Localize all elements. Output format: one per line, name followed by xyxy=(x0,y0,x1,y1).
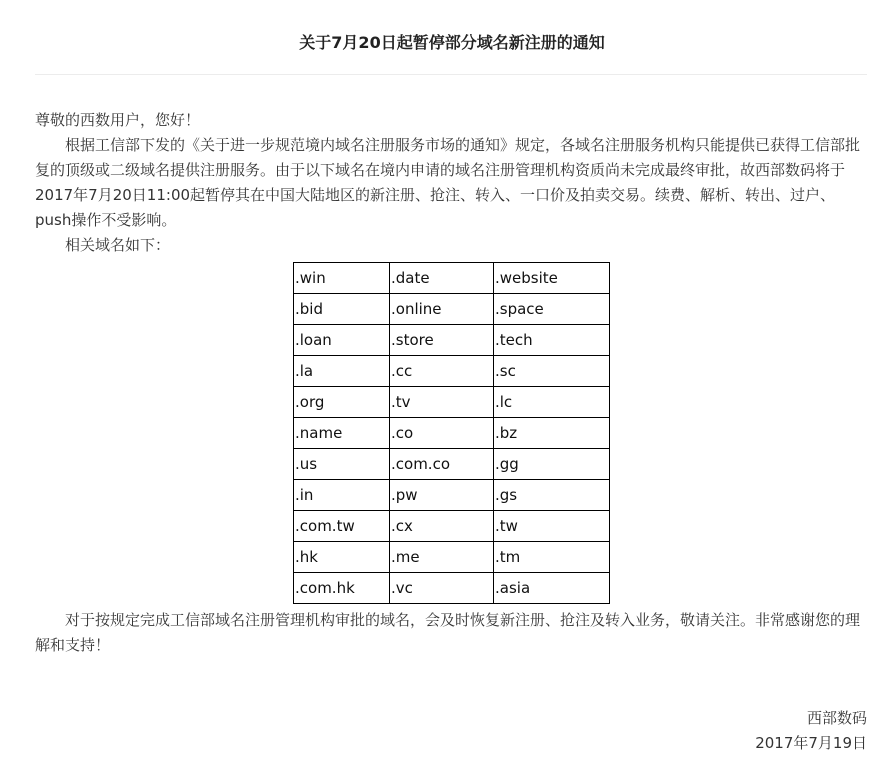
domain-cell: .loan xyxy=(294,325,390,356)
domain-cell: .name xyxy=(294,418,390,449)
table-row xyxy=(294,542,610,573)
table-row xyxy=(294,387,610,418)
domain-cell: .lc xyxy=(494,387,610,418)
domain-cell: .vc xyxy=(390,573,494,604)
domain-cell: .com.tw xyxy=(294,511,390,542)
domain-cell: .tm xyxy=(494,542,610,573)
notice-paragraph-1: 根据工信部下发的《关于进一步规范境内域名注册服务市场的通知》规定，各域名注册服务机构只能提供已获得工信部批复的顶级或二级域名提供注册服务。由于以下域名在境内申请的域名注册管理机构资质尚未完成最终审批，故西部数码将于2017年7月20日11:00起暂停其在中国大陆地区的新注册、抢注、转入、一口价及拍卖交易。续费、解析、转出、过户、push操作不受影响。 xyxy=(35,136,861,229)
domain-cell: .cc xyxy=(390,356,494,387)
table-row xyxy=(294,356,610,387)
domain-cell: .tv xyxy=(390,387,494,418)
table-row xyxy=(294,449,610,480)
title-divider xyxy=(35,74,867,75)
domain-cell: .store xyxy=(390,325,494,356)
domain-cell: .com.hk xyxy=(294,573,390,604)
domain-cell: .pw xyxy=(390,480,494,511)
domain-cell: .tech xyxy=(494,325,610,356)
domain-cell: .tw xyxy=(494,511,610,542)
domain-cell: .gg xyxy=(494,449,610,480)
domain-cell: .date xyxy=(390,263,494,294)
table-row xyxy=(294,294,610,325)
domain-cell: .win xyxy=(294,263,390,294)
domain-cell: .in xyxy=(294,480,390,511)
domain-cell: .space xyxy=(494,294,610,325)
greeting: 尊敬的西数用户，您好！ xyxy=(35,111,201,129)
domain-cell: .cx xyxy=(390,511,494,542)
domain-cell: .website xyxy=(494,263,610,294)
table-row xyxy=(294,511,610,542)
domain-cell: .me xyxy=(390,542,494,573)
table-row xyxy=(294,325,610,356)
domains-intro: 相关域名如下： xyxy=(65,236,171,254)
domain-table xyxy=(293,262,610,604)
domain-cell: .hk xyxy=(294,542,390,573)
domain-cell: .gs xyxy=(494,480,610,511)
domain-cell: .org xyxy=(294,387,390,418)
domain-cell: .asia xyxy=(494,573,610,604)
signature-block xyxy=(755,706,867,756)
table-row xyxy=(294,573,610,604)
domain-cell: .bz xyxy=(494,418,610,449)
domain-cell: .sc xyxy=(494,356,610,387)
domain-table-body xyxy=(294,263,610,604)
table-row xyxy=(294,263,610,294)
domain-cell: .online xyxy=(390,294,494,325)
domain-cell: .co xyxy=(390,418,494,449)
signature-company: 西部数码 xyxy=(806,709,867,727)
domain-cell: .la xyxy=(294,356,390,387)
notice-body xyxy=(35,108,869,658)
notice-title: 关于7月20日起暂停部分域名新注册的通知 xyxy=(299,33,605,52)
table-row xyxy=(294,480,610,511)
notice-paragraph-2: 对于按规定完成工信部域名注册管理机构审批的域名，会及时恢复新注册、抢注及转入业务，敬请关注。非常感谢您的理解和支持！ xyxy=(35,611,861,654)
domain-cell: .us xyxy=(294,449,390,480)
domain-cell: .com.co xyxy=(390,449,494,480)
domain-cell: .bid xyxy=(294,294,390,325)
signature-date: 2017年7月19日 xyxy=(755,734,867,752)
table-row xyxy=(294,418,610,449)
